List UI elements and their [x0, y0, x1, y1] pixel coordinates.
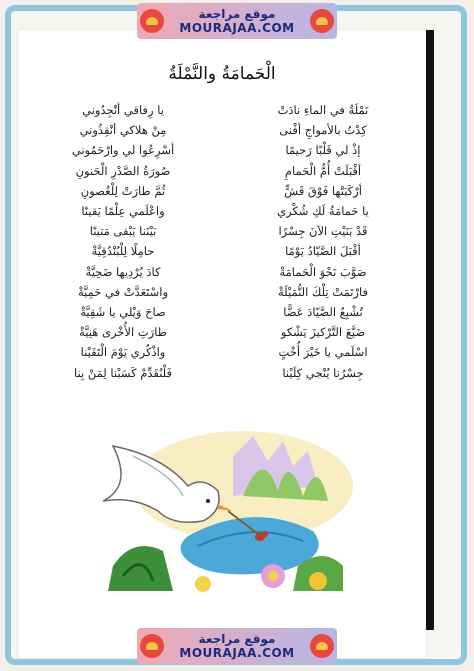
watermark-latin: MOURAJAA.COM: [179, 646, 295, 660]
poem-verse: [48, 322, 398, 342]
document-page: [18, 30, 426, 658]
watermark-arabic: موقع مراجعة: [198, 7, 276, 21]
site-logo-icon: [140, 634, 164, 658]
poem-body: [48, 100, 398, 383]
watermark-arabic: موقع مراجعة: [198, 632, 276, 646]
poem-verse: [48, 302, 398, 322]
dove-and-ant-illustration: [93, 416, 353, 598]
poem-verse: [48, 100, 398, 120]
verse-first-hemistich: كِدْتُ بالأمواجِ أفْنى: [279, 123, 367, 138]
verse-first-hemistich: نَمْلَةٌ في الماءِ نادَتْ: [277, 103, 369, 118]
poem-verse: [48, 201, 398, 221]
poem-verse: [48, 120, 398, 140]
verse-first-hemistich: قَدْ بَنَيْتِ الآنَ جِسْرًا: [278, 224, 368, 239]
verse-second-hemistich: واذْكُري يَوْمَ الْتَقَيْنا: [80, 345, 166, 360]
poem-title: الْحَمامَةُ والنَّمْلَةُ: [168, 64, 276, 84]
verse-first-hemistich: أقْبَلَتْ أُمُّ الْحَمامِ: [284, 163, 362, 178]
watermark-latin: MOURAJAA.COM: [179, 21, 295, 35]
verse-first-hemistich: أرْكَبَتْها فَوْقَ قَشٍّ: [284, 183, 362, 198]
verse-second-hemistich: حامِلًا لِلْبُنْدُقِيَّةْ: [91, 244, 155, 259]
verse-first-hemistich: جِسْرُنا يُنْجي كِلَيْنا: [282, 365, 364, 380]
site-logo-icon: [140, 9, 164, 33]
verse-second-hemistich: ثُمَّ طارَتْ لِلْغُصونِ: [80, 183, 166, 198]
verse-first-hemistich: أقْبَلَ الصَّيّادُ يَوْمًا: [285, 244, 361, 259]
poem-verse: [48, 221, 398, 241]
verse-second-hemistich: فَلْنُقَدِّمْ كَسَبْنا لِمَنْ بِنا: [74, 365, 172, 380]
verse-first-hemistich: إذْ لي قَلْبًا رَحيمًا: [285, 143, 361, 158]
poem-verse: [48, 181, 398, 201]
poem-verse: [48, 362, 398, 382]
site-logo-icon: [310, 634, 334, 658]
verse-second-hemistich: واسْتَعَدَّتْ في حَمِيَّةْ: [77, 284, 169, 299]
verse-second-hemistich: كادَ يُرْدِيها ضَحِيَّةْ: [85, 264, 161, 279]
verse-second-hemistich: مِنْ هلاكي أنْقِذُوني: [79, 123, 167, 138]
verse-second-hemistich: صُورَةُ الصَّدْرِ الْحَنونِ: [75, 163, 171, 178]
poem-verse: [48, 342, 398, 362]
poem-verse: [48, 140, 398, 160]
verse-first-hemistich: صَوَّبَ نَحْوَ الْحَمامَةْ: [279, 264, 367, 279]
verse-second-hemistich: بَيْنَنا يَبْقى مَتينًا: [89, 224, 157, 239]
verse-first-hemistich: ضَيَّعَ التَّرْكيزَ يَشْكو: [280, 325, 366, 340]
verse-second-hemistich: يا رِفاقي أنْجِدُوني: [82, 103, 164, 118]
poem-verse: [48, 241, 398, 261]
verse-first-hemistich: يا حَمامَةُ لَكِ شُكْري: [277, 204, 369, 219]
verse-first-hemistich: اسْلَمي يا خَيْرَ أُخْتٍ: [278, 345, 368, 360]
verse-second-hemistich: طارَتِ الأُخْرى هَنِيَّةْ: [79, 325, 167, 340]
watermark-banner-top[interactable]: [137, 3, 337, 39]
verse-first-hemistich: تُشْبِعُ الصَّيّادَ عَضًّا: [283, 304, 363, 319]
verse-second-hemistich: واعْلَمي عِلْمًا يَقينًا: [81, 204, 165, 219]
poem-verse: [48, 282, 398, 302]
verse-second-hemistich: صاحَ وَيْلي يا شَقِيَّةْ: [80, 304, 166, 319]
verse-second-hemistich: أسْرِعُوا لي وارْحَمُوني: [71, 143, 175, 158]
site-logo-icon: [310, 9, 334, 33]
watermark-banner-bottom[interactable]: [137, 628, 337, 664]
verse-first-hemistich: فارْتَمَتْ تِلْكَ النُّمَيْلَةْ: [278, 284, 368, 299]
page-edge-shadow: [426, 30, 434, 630]
poem-verse: [48, 262, 398, 282]
poem-verse: [48, 161, 398, 181]
